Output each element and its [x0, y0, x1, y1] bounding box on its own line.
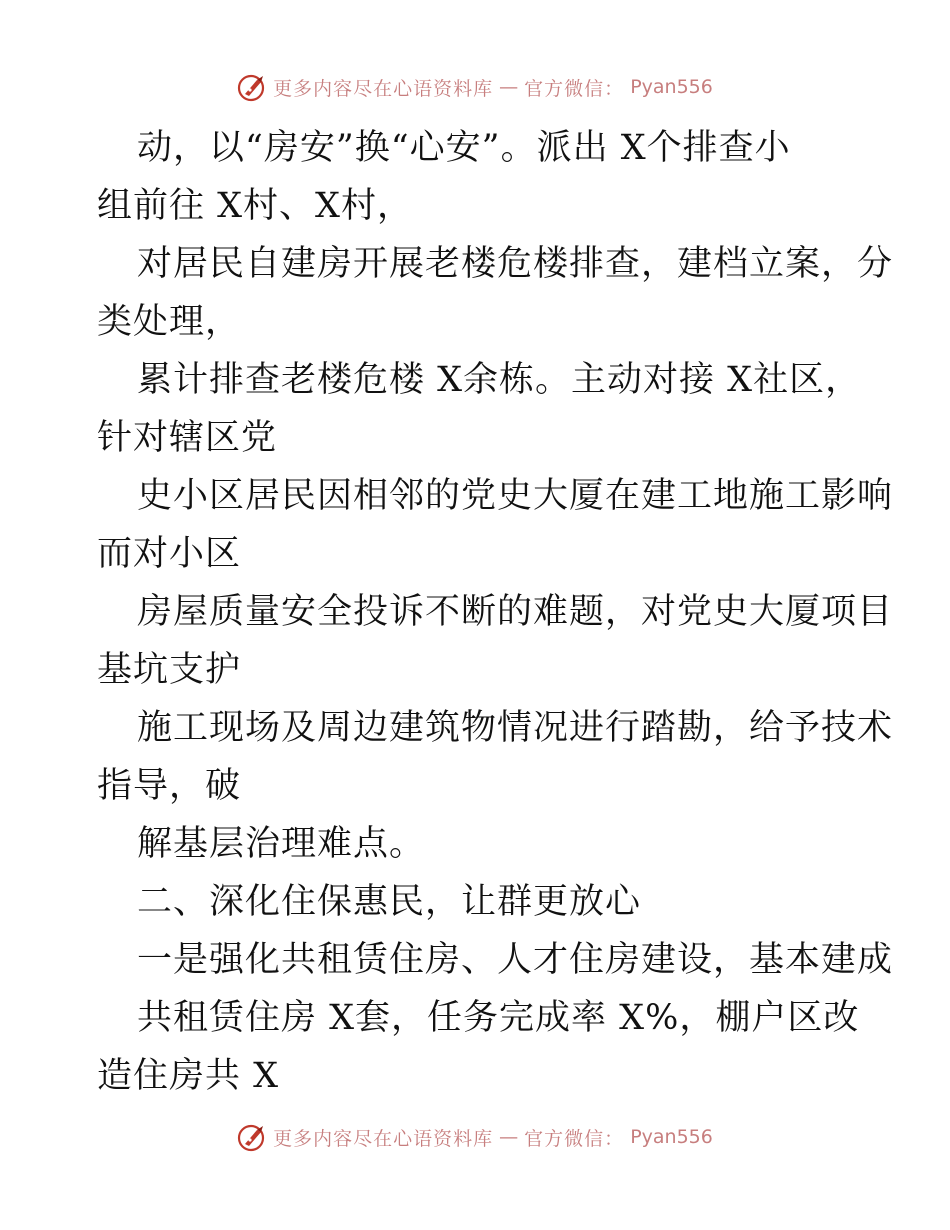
watermark-handle: Pyan556: [630, 76, 713, 98]
text-line: 共租赁住房 X套，任务完成率 X%，棚户区改: [137, 998, 860, 1038]
watermark-text: 更多内容尽在心语资料库: [273, 77, 494, 100]
text-line: 累计排查老楼危楼 X余栋。主动对接 X社区，: [137, 360, 862, 400]
text-line: 类处理，: [97, 302, 242, 342]
text-line: 组前往 X村、X村，: [97, 186, 413, 226]
text-line: 针对辖区党: [97, 418, 278, 458]
watermark-label: 官方微信：: [524, 1127, 625, 1150]
footer-watermark: [0, 1122, 950, 1152]
watermark-text: 更多内容尽在心语资料库: [273, 1127, 494, 1150]
text-line: 史小区居民因相邻的党史大厦在建工地施工影响: [137, 476, 894, 516]
text-line: 施工现场及周边建筑物情况进行踏勘，给予技术: [137, 708, 894, 748]
text-line: 指导，破: [97, 766, 242, 806]
watermark-label: 官方微信：: [524, 77, 625, 100]
watermark-separator: —: [499, 1126, 519, 1148]
text-line: 造住房共 X: [97, 1056, 280, 1096]
text-line: 对居民自建房开展老楼危楼排查，建档立案，分: [137, 244, 894, 284]
section-heading: 二、深化住保惠民，让群更放心: [137, 882, 642, 922]
watermark-separator: —: [499, 76, 519, 98]
text-line: 解基层治理难点。: [137, 824, 426, 864]
text-line: 而对小区: [97, 534, 242, 574]
pen-nib-circle-logo-icon: [237, 1122, 267, 1152]
text-line: 一是强化共租赁住房、人才住房建设，基本建成: [137, 940, 894, 980]
text-line: 房屋质量安全投诉不断的难题，对党史大厦项目: [137, 592, 894, 632]
text-line: 动，以“房安”换“心安”。派出 X个排查小: [137, 128, 791, 168]
text-line: 基坑支护: [97, 650, 242, 690]
watermark-handle: Pyan556: [630, 1126, 713, 1148]
